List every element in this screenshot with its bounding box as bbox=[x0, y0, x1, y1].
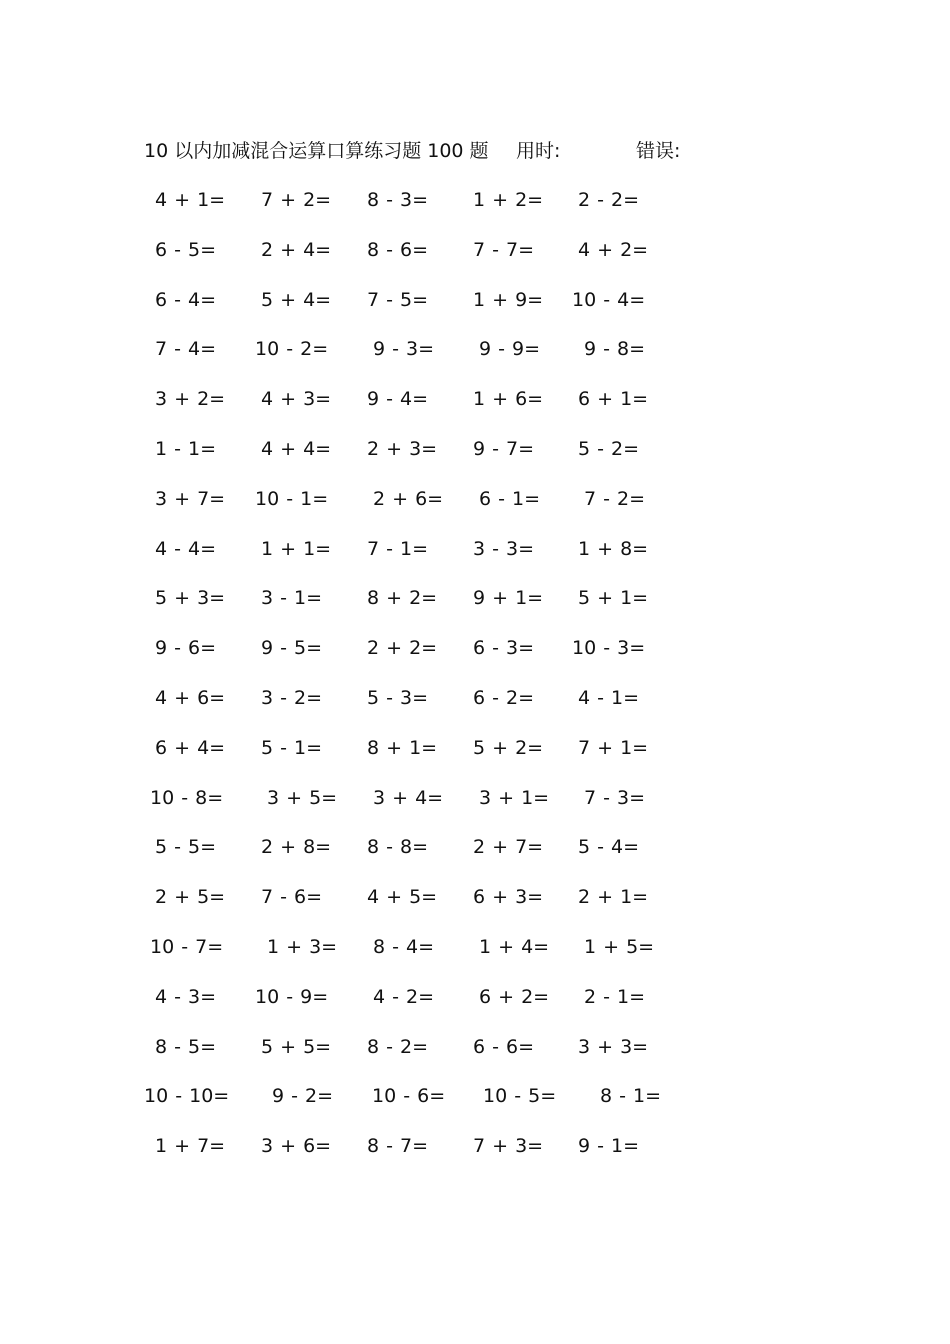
problem-item: 7 - 7= bbox=[473, 239, 535, 261]
problem-item: 10 - 3= bbox=[572, 637, 646, 659]
problem-item: 7 + 2= bbox=[261, 189, 332, 211]
problem-item: 9 - 4= bbox=[367, 388, 429, 410]
problem-item: 5 + 2= bbox=[473, 737, 544, 759]
problem-item: 3 + 2= bbox=[155, 388, 226, 410]
problem-item: 6 - 1= bbox=[479, 488, 541, 510]
problem-item: 6 - 2= bbox=[473, 687, 535, 709]
problem-item: 8 - 4= bbox=[373, 936, 435, 958]
worksheet-title: 10 以内加减混合运算口算练习题 100 题 bbox=[144, 140, 489, 162]
problem-item: 10 - 8= bbox=[150, 787, 224, 809]
problem-item: 9 - 9= bbox=[479, 338, 541, 360]
problem-item: 6 - 4= bbox=[155, 289, 217, 311]
problem-item: 6 + 3= bbox=[473, 886, 544, 908]
problem-item: 1 + 3= bbox=[267, 936, 338, 958]
problem-item: 3 + 7= bbox=[155, 488, 226, 510]
problem-item: 10 - 6= bbox=[372, 1085, 446, 1107]
problem-item: 10 - 7= bbox=[150, 936, 224, 958]
problem-item: 6 - 5= bbox=[155, 239, 217, 261]
problem-item: 5 + 1= bbox=[578, 587, 649, 609]
problem-item: 8 - 8= bbox=[367, 836, 429, 858]
problem-item: 3 + 3= bbox=[578, 1036, 649, 1058]
problem-item: 9 - 1= bbox=[578, 1135, 640, 1157]
problem-item: 6 - 3= bbox=[473, 637, 535, 659]
problem-item: 9 + 1= bbox=[473, 587, 544, 609]
problem-item: 8 - 7= bbox=[367, 1135, 429, 1157]
problem-item: 3 + 1= bbox=[479, 787, 550, 809]
problem-item: 2 - 1= bbox=[584, 986, 646, 1008]
problem-item: 10 - 5= bbox=[483, 1085, 557, 1107]
problem-item: 2 + 3= bbox=[367, 438, 438, 460]
problem-item: 7 - 3= bbox=[584, 787, 646, 809]
problem-item: 2 + 2= bbox=[367, 637, 438, 659]
problem-item: 8 + 2= bbox=[367, 587, 438, 609]
problem-item: 8 - 3= bbox=[367, 189, 429, 211]
problem-item: 1 + 7= bbox=[155, 1135, 226, 1157]
problem-item: 7 - 1= bbox=[367, 538, 429, 560]
problem-item: 3 + 4= bbox=[373, 787, 444, 809]
problem-item: 4 + 3= bbox=[261, 388, 332, 410]
problem-item: 5 + 4= bbox=[261, 289, 332, 311]
problem-item: 3 + 6= bbox=[261, 1135, 332, 1157]
problem-item: 7 - 2= bbox=[584, 488, 646, 510]
problem-item: 3 + 5= bbox=[267, 787, 338, 809]
problem-item: 4 - 2= bbox=[373, 986, 435, 1008]
problem-item: 4 + 5= bbox=[367, 886, 438, 908]
problem-item: 1 + 1= bbox=[261, 538, 332, 560]
problem-item: 3 - 1= bbox=[261, 587, 323, 609]
problem-item: 1 - 1= bbox=[155, 438, 217, 460]
problem-item: 9 - 7= bbox=[473, 438, 535, 460]
problem-item: 5 - 3= bbox=[367, 687, 429, 709]
problem-item: 5 - 2= bbox=[578, 438, 640, 460]
problem-item: 2 + 4= bbox=[261, 239, 332, 261]
problem-item: 2 + 7= bbox=[473, 836, 544, 858]
problem-item: 6 + 4= bbox=[155, 737, 226, 759]
problem-item: 10 - 10= bbox=[144, 1085, 230, 1107]
problem-item: 4 + 6= bbox=[155, 687, 226, 709]
problem-item: 1 + 8= bbox=[578, 538, 649, 560]
problem-item: 9 - 3= bbox=[373, 338, 435, 360]
problem-item: 2 - 2= bbox=[578, 189, 640, 211]
problem-item: 7 + 3= bbox=[473, 1135, 544, 1157]
problem-item: 2 + 5= bbox=[155, 886, 226, 908]
problem-item: 8 - 1= bbox=[600, 1085, 662, 1107]
problem-item: 7 + 1= bbox=[578, 737, 649, 759]
problem-item: 10 - 2= bbox=[255, 338, 329, 360]
problem-item: 2 + 6= bbox=[373, 488, 444, 510]
problem-item: 7 - 4= bbox=[155, 338, 217, 360]
problem-item: 2 + 8= bbox=[261, 836, 332, 858]
problem-item: 3 - 2= bbox=[261, 687, 323, 709]
problem-item: 4 - 3= bbox=[155, 986, 217, 1008]
problem-item: 4 + 4= bbox=[261, 438, 332, 460]
problem-item: 10 - 1= bbox=[255, 488, 329, 510]
problem-item: 10 - 4= bbox=[572, 289, 646, 311]
errors-label: 错误: bbox=[636, 140, 681, 162]
problem-item: 1 + 2= bbox=[473, 189, 544, 211]
problem-item: 8 - 6= bbox=[367, 239, 429, 261]
problem-item: 6 + 2= bbox=[479, 986, 550, 1008]
problem-item: 4 - 1= bbox=[578, 687, 640, 709]
problem-item: 5 + 5= bbox=[261, 1036, 332, 1058]
problem-item: 6 - 6= bbox=[473, 1036, 535, 1058]
problem-item: 4 + 1= bbox=[155, 189, 226, 211]
problem-item: 9 - 8= bbox=[584, 338, 646, 360]
problem-item: 1 + 5= bbox=[584, 936, 655, 958]
problem-item: 9 - 6= bbox=[155, 637, 217, 659]
problem-item: 9 - 2= bbox=[272, 1085, 334, 1107]
problem-item: 8 - 2= bbox=[367, 1036, 429, 1058]
problem-item: 2 + 1= bbox=[578, 886, 649, 908]
problem-item: 4 + 2= bbox=[578, 239, 649, 261]
problem-item: 1 + 4= bbox=[479, 936, 550, 958]
problem-item: 8 - 5= bbox=[155, 1036, 217, 1058]
problem-item: 8 + 1= bbox=[367, 737, 438, 759]
problem-item: 6 + 1= bbox=[578, 388, 649, 410]
problem-item: 1 + 9= bbox=[473, 289, 544, 311]
problem-item: 7 - 6= bbox=[261, 886, 323, 908]
problem-item: 9 - 5= bbox=[261, 637, 323, 659]
problem-item: 5 + 3= bbox=[155, 587, 226, 609]
problem-item: 7 - 5= bbox=[367, 289, 429, 311]
problem-item: 5 - 1= bbox=[261, 737, 323, 759]
time-used-label: 用时: bbox=[516, 140, 561, 162]
problem-item: 4 - 4= bbox=[155, 538, 217, 560]
problem-item: 5 - 4= bbox=[578, 836, 640, 858]
problem-item: 10 - 9= bbox=[255, 986, 329, 1008]
problem-item: 1 + 6= bbox=[473, 388, 544, 410]
problem-item: 3 - 3= bbox=[473, 538, 535, 560]
problem-item: 5 - 5= bbox=[155, 836, 217, 858]
